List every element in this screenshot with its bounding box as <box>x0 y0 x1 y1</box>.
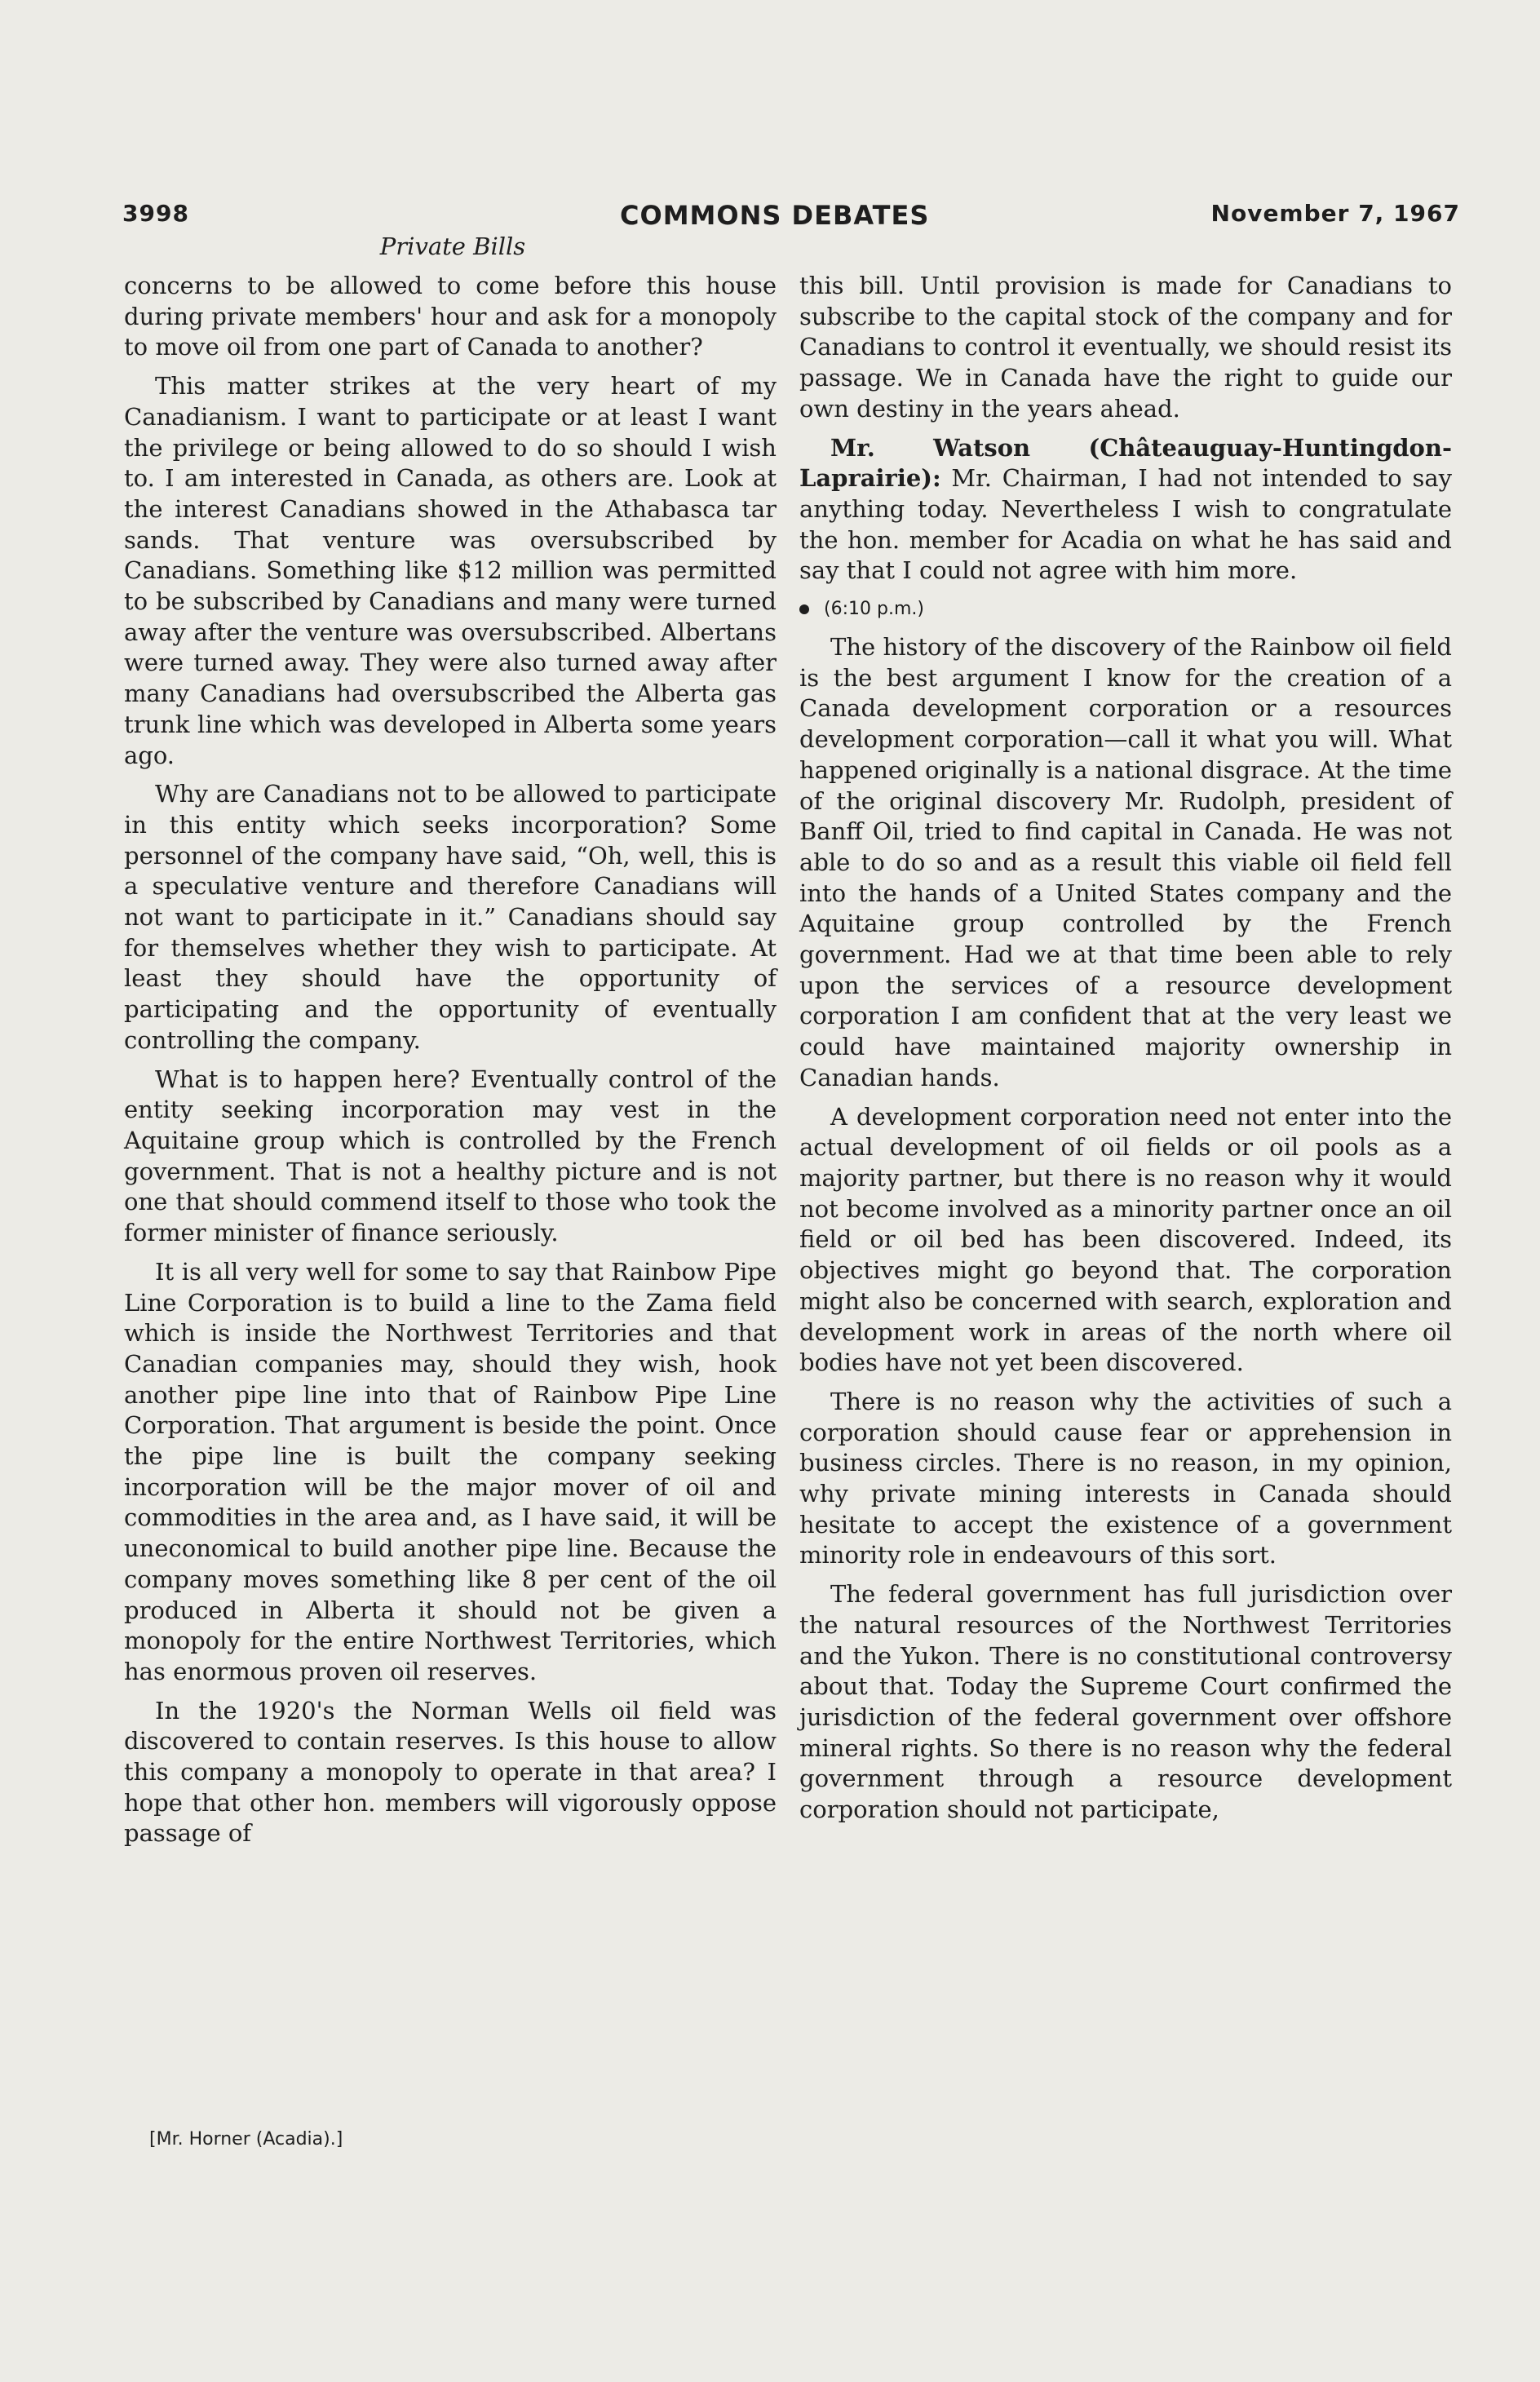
section-title: Private Bills <box>379 232 526 260</box>
running-title: COMMONS DEBATES <box>620 200 930 231</box>
page-date: November 7, 1967 <box>1210 200 1460 227</box>
speaker-name: Mr. Watson (Châteauguay-Huntingdon-Laprairie): <box>799 433 1452 493</box>
paragraph: What is to happen here? Eventually control of the entity seeking incorporation may vest in the Aquitaine group which is controlled by the French government. That is not a healthy picture and is not one that should commend itself to those who took the former minister of finance seriously. <box>124 1065 777 1247</box>
paragraph: There is no reason why the activities of such a corporation should cause fear or apprehension in business circles. There is no reason, in my opinion, why private mining interests in Canada should hesitate to accept the existence of a government minority role in endeavours of this sort. <box>799 1387 1452 1570</box>
paragraph: This matter strikes at the very heart of my Canadianism. I want to participate or at least I want the privilege or being allowed to do so should I wish to. I am interested in Canada, as others are. Look at the interest Canadians showed in the Athabasca tar sands. That venture was oversubscribed by Canadians. Something like $12 million was permitted to be subscribed by Canadians and many were turned away after the venture was oversubscribed. Albertans were turned away. They were also turned away after many Canadians had oversubscribed the Alberta gas trunk line which was developed in Alberta some years ago. <box>124 372 777 769</box>
timestamp-text: (6:10 p.m.) <box>824 599 924 620</box>
right-column <box>799 271 1452 1834</box>
paragraph: The history of the discovery of the Rainbow oil field is the best argument I know for the creation of a Canada development corporation or a resources development corporation—call it what you will. What happened originally is a national disgrace. At the time of the original discovery Mr. Rudolph, president of Banff Oil, tried to find capital in Canada. He was not able to do so and as a result this viable oil field fell into the hands of a United States company and the Aquitaine group controlled by the French government. Had we at that time been able to rely upon the services of a resource development corporation I am confident that at the very least we could have maintained majority ownership in Canadian hands. <box>799 633 1452 1091</box>
paragraph: concerns to be allowed to come before this house during private members' hour and ask for a monopoly to move oil from one part of Canada to another? <box>124 272 777 361</box>
paragraph: The federal government has full jurisdiction over the natural resources of the Northwest Territories and the Yukon. There is no constitutional controversy about that. Today the Supreme Court confirmed the jurisdiction of the federal government over offshore mineral rights. So there is no reason why the federal government through a resource development corporation should not participate, <box>799 1580 1452 1824</box>
left-column <box>124 271 777 1857</box>
speaker-paragraph <box>799 433 1452 587</box>
speaker-attribution: [Mr. Horner (Acadia).] <box>149 2129 343 2150</box>
paragraph: It is all very well for some to say that Rainbow Pipe Line Corporation is to build a line to the Zama field which is inside the Northwest Territories and that Canadian companies may, should they wish, hook another pipe line into that of Rainbow Pipe Line Corporation. That argument is beside the point. Once the pipe line is built the company seeking incorporation will be the major mover of oil and commodities in the area and, as I have said, it will be uneconomical to build another pipe line. Because the company moves something like 8 per cent of the oil produced in Alberta it should not be given a monopoly for the entire Northwest Territories, which has enormous proven oil reserves. <box>124 1257 777 1685</box>
paragraph: In the 1920's the Norman Wells oil field was discovered to contain reserves. Is this house to allow this company a monopoly to operate in that area? I hope that other hon. members will vigorously oppose passage of <box>124 1696 777 1848</box>
paragraph: Why are Canadians not to be allowed to participate in this entity which seeks incorporation? Some personnel of the company have said, “Oh, well, this is a speculative venture and therefore Canadians will not want to participate in it.” Canadians should say for themselves whether they wish to participate. At least they should have the opportunity of participating and the opportunity of eventually controlling the company. <box>124 780 777 1054</box>
page-number: 3998 <box>122 200 189 227</box>
paragraph: A development corporation need not enter into the actual development of oil fields or oil pools as a majority partner, but there is no reason why it would not become involved as a minority partner once an oil field or oil bed has been discovered. Indeed, its objectives might go beyond that. The corporation might also be concerned with search, exploration and development work in areas of the north where oil bodies have not yet been discovered. <box>799 1102 1452 1377</box>
bullet-icon <box>799 604 809 614</box>
paragraph: this bill. Until provision is made for Canadians to subscribe to the capital stock of the company and for Canadians to control it eventually, we should resist its passage. We in Canada have the right to guide our own destiny in the years ahead. <box>799 272 1452 423</box>
timestamp <box>799 595 1452 624</box>
speaker-text: Mr. Chairman, I had not intended to say anything today. Nevertheless I wish to congratulate the hon. member for Acadia on what he has said and say that I could not agree with him more. <box>799 464 1452 585</box>
